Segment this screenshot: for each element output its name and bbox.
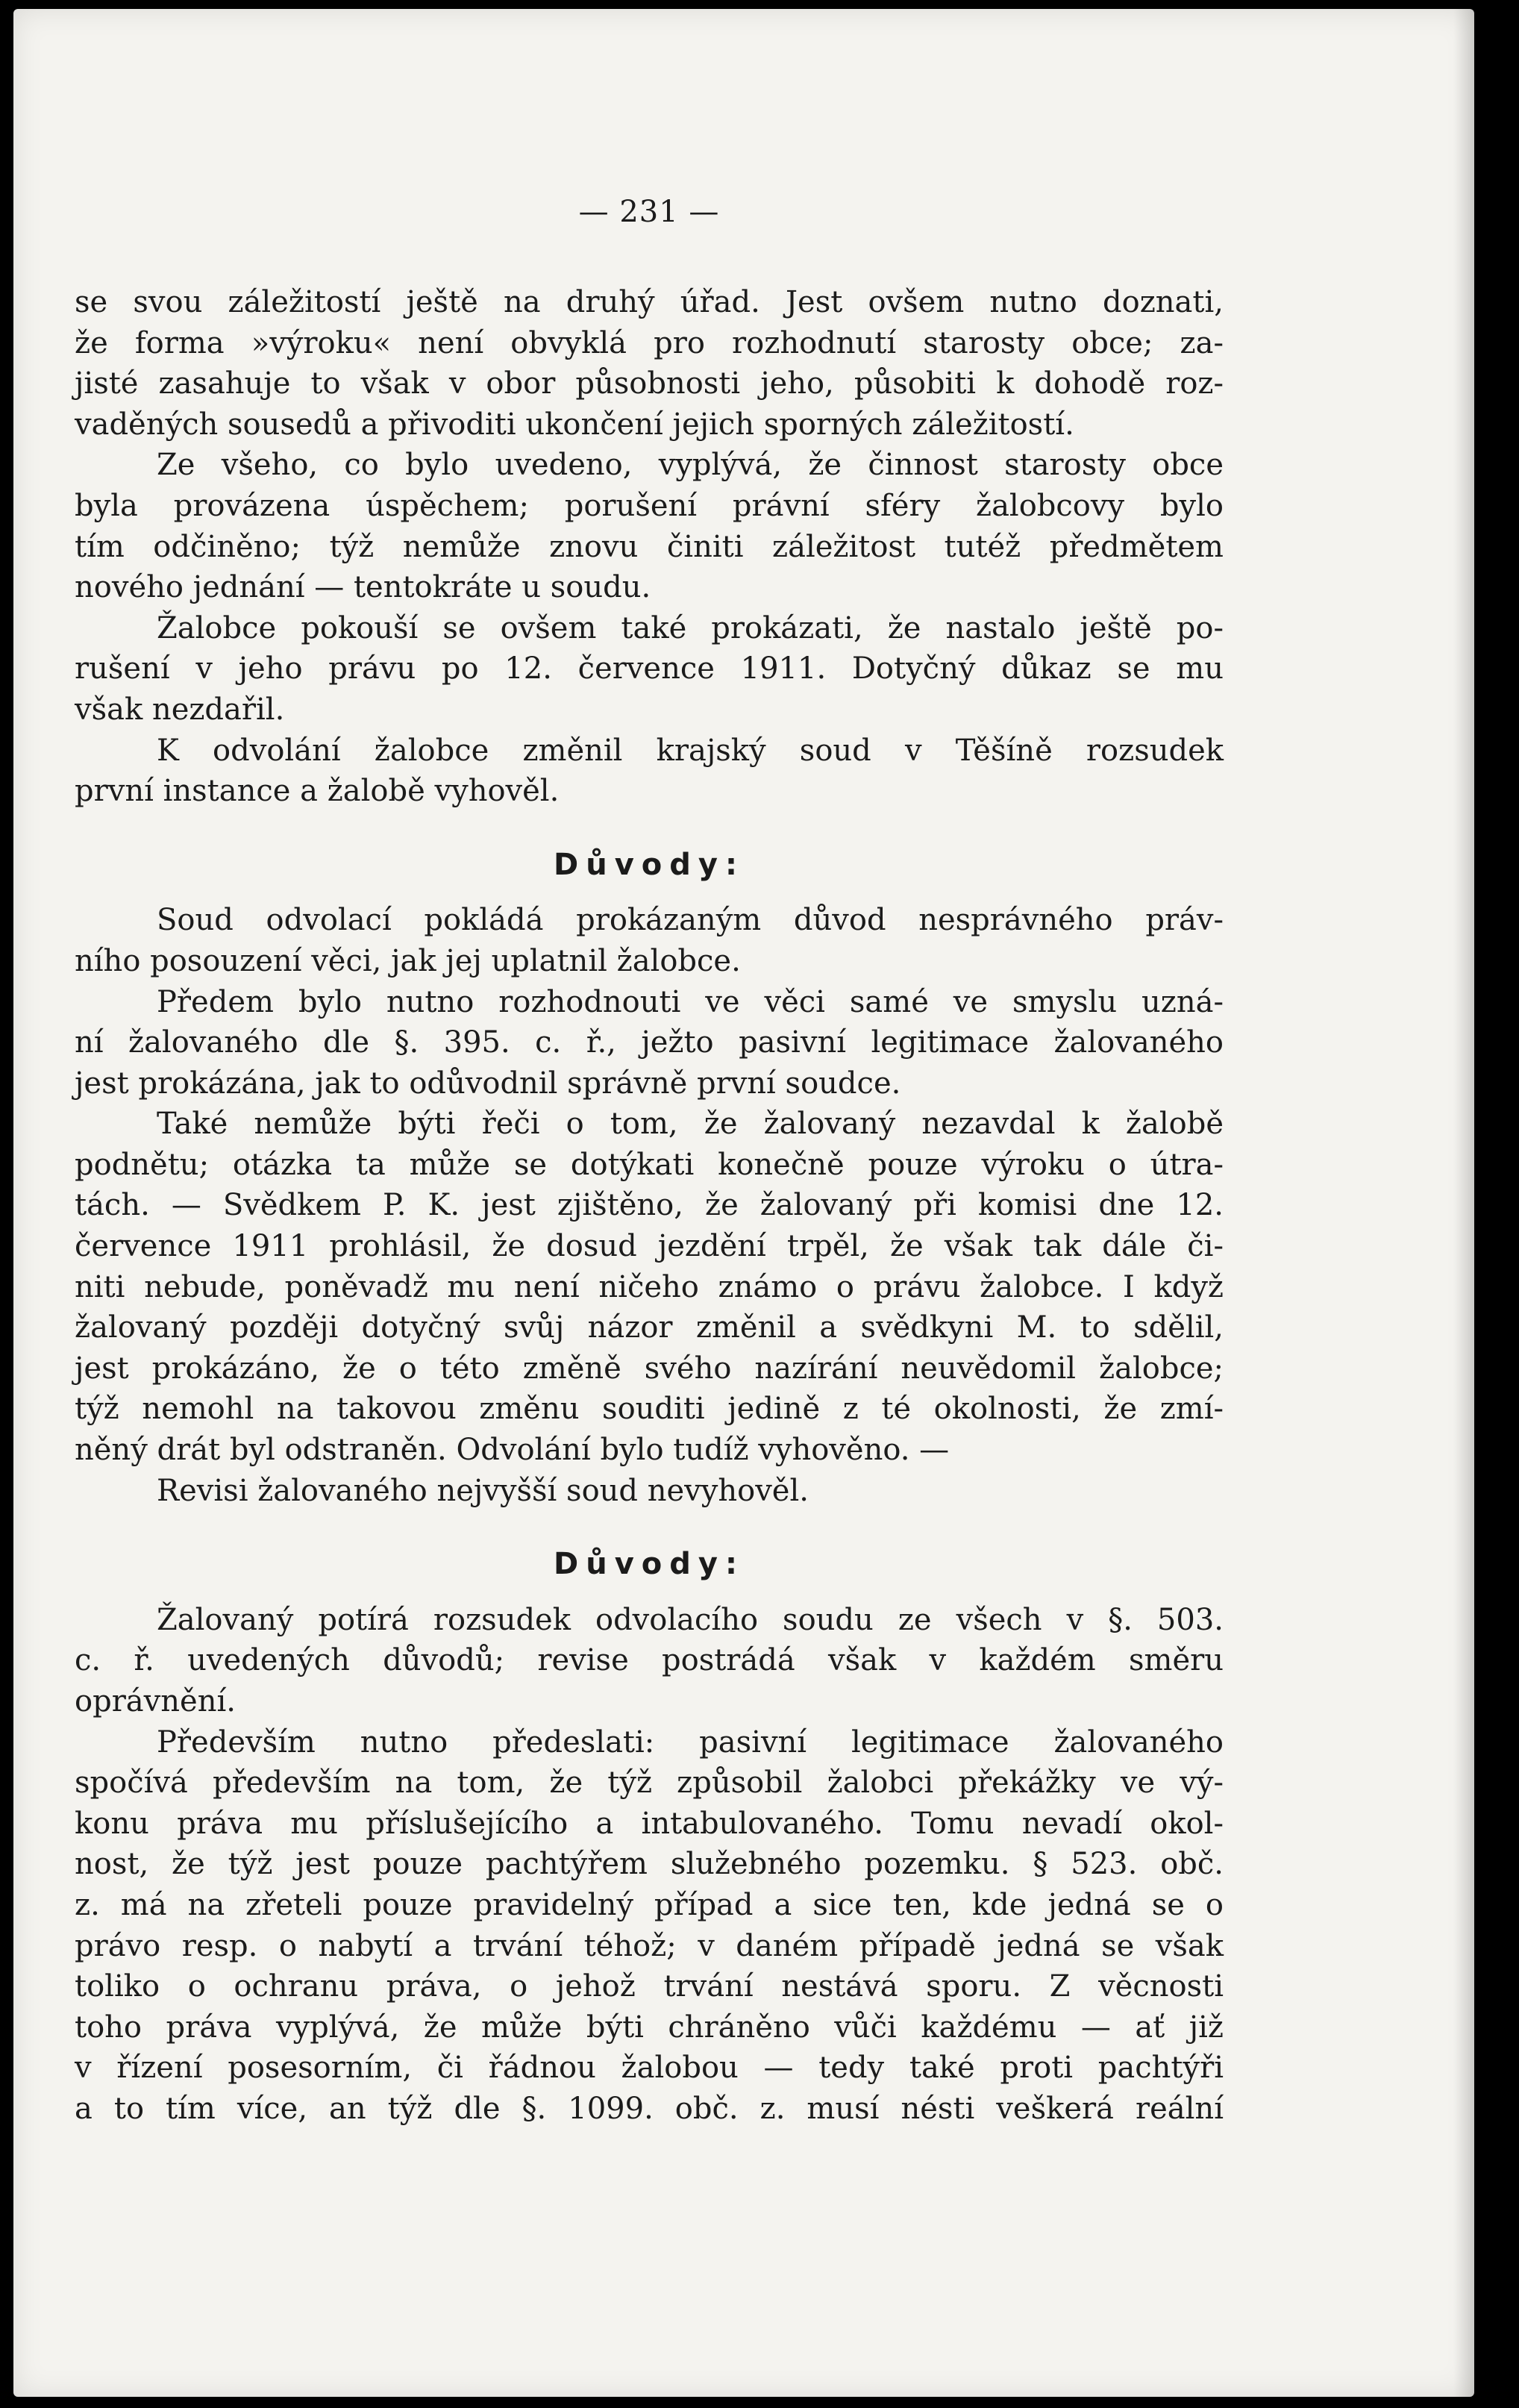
page-content bbox=[75, 188, 1224, 2130]
page-edge-shadow bbox=[1453, 9, 1474, 2397]
text-line: se svou záležitostí ještě na druhý úřad. Jest ovšem nutno doznati, bbox=[75, 285, 1224, 319]
text-line: Předem bylo nutno rozhodnouti ve věci samé ve smyslu uzná- bbox=[157, 984, 1224, 1019]
text-line: nového jednání — tentokráte u soudu. bbox=[75, 570, 651, 605]
text-line: nost, že týž jest pouze pachtýřem služebného pozemku. § 523. obč. bbox=[75, 1847, 1224, 1882]
text-line: tím odčiněno; týž nemůže znovu činiti záležitost tutéž předmětem bbox=[75, 529, 1224, 564]
text-line: Především nutno předeslati: pasivní legitimace žalovaného bbox=[157, 1724, 1224, 1760]
text-line: Soud odvolací pokládá prokázaným důvod nesprávného práv- bbox=[157, 903, 1224, 938]
text-line: byla provázena úspěchem; porušení právní sféry žalobcovy bylo bbox=[75, 488, 1224, 523]
text-line: a to tím více, an týž dle §. 1099. obč. z. musí nésti veškerá reální bbox=[75, 2091, 1224, 2126]
section-heading: Důvody: bbox=[554, 847, 745, 882]
text-line: Žalovaný potírá rozsudek odvolacího soudu ze všech v §. 503. bbox=[157, 1602, 1224, 1637]
text-line: jest prokázána, jak to odůvodnil správně první soudce. bbox=[75, 1066, 901, 1101]
text-line: spočívá především na tom, že týž způsobil žalobci překážky ve vý- bbox=[75, 1766, 1224, 1801]
book-page bbox=[13, 9, 1474, 2397]
text-line: tách. — Svědkem P. K. jest zjištěno, že žalovaný při komisi dne 12. bbox=[75, 1188, 1224, 1223]
text-line: z. má na zřeteli pouze pravidelný případ a sice ten, kde jedná se o bbox=[75, 1887, 1224, 1922]
text-line: c. ř. uvedených důvodů; revise postrádá však v každém směru bbox=[75, 1643, 1224, 1678]
text-line: oprávnění. bbox=[75, 1684, 236, 1719]
text-line: právo resp. o nabytí a trvání téhož; v daném případě jedná se však bbox=[75, 1928, 1224, 1963]
text-line: první instance a žalobě vyhověl. bbox=[75, 774, 560, 809]
text-line: podnětu; otázka ta může se dotýkati konečně pouze výroku o útra- bbox=[75, 1147, 1224, 1182]
text-line: Revisi žalovaného nejvyšší soud nevyhověl. bbox=[157, 1473, 809, 1508]
text-line: K odvolání žalobce změnil krajský soud v Těšíně rozsudek bbox=[157, 733, 1224, 768]
text-line: toho práva vyplývá, že může býti chráněno vůči každému — ať již bbox=[75, 2010, 1224, 2045]
text-line: července 1911 prohlásil, že dosud jezdění trpěl, že však tak dále či- bbox=[75, 1229, 1224, 1264]
text-line: Ze všeho, co bylo uvedeno, vyplývá, že činnost starosty obce bbox=[157, 448, 1224, 483]
text-line: v řízení posesorním, či řádnou žalobou — tedy také proti pachtýři bbox=[75, 2051, 1224, 2086]
text-line: žalovaný později dotyčný svůj názor změnil a svědkyni M. to sdělil, bbox=[75, 1310, 1224, 1345]
text-line: toliko o ochranu práva, o jehož trvání nestává sporu. Z věcnosti bbox=[75, 1969, 1224, 2004]
text-line: Také nemůže býti řeči o tom, že žalovaný nezavdal k žalobě bbox=[157, 1107, 1224, 1142]
text-line: ní žalovaného dle §. 395. c. ř., ježto pasivní legitimace žalovaného bbox=[75, 1025, 1224, 1060]
text-line: že forma »výroku« není obvyklá pro rozhodnutí starosty obce; za- bbox=[75, 325, 1224, 360]
text-line: týž nemohl na takovou změnu souditi jedině z té okolnosti, že zmí- bbox=[75, 1392, 1224, 1427]
text-line: něný drát byl odstraněn. Odvolání bylo tudíž vyhověno. — bbox=[75, 1433, 950, 1468]
text-line: ního posouzení věci, jak jej uplatnil žalobce. bbox=[75, 943, 741, 978]
text-line: jisté zasahuje to však v obor působnosti jeho, působiti k dohodě roz- bbox=[75, 366, 1224, 401]
page-number: — 231 — bbox=[578, 195, 720, 229]
text-line: však nezdařil. bbox=[75, 692, 285, 727]
text-line: rušení v jeho právu po 12. července 1911. Dotyčný důkaz se mu bbox=[75, 651, 1224, 687]
text-line: konu práva mu příslušejícího a intabulovaného. Tomu nevadí okol- bbox=[75, 1806, 1224, 1841]
text-line: vaděných sousedů a přivoditi ukončení jejich sporných záležitostí. bbox=[75, 407, 1074, 442]
section-heading: Důvody: bbox=[554, 1547, 745, 1582]
text-line: jest prokázáno, že o této změně svého nazírání neuvědomil žalobce; bbox=[75, 1351, 1224, 1386]
text-line: niti nebude, poněvadž mu není ničeho známo o právu žalobce. I když bbox=[75, 1269, 1224, 1304]
text-line: Žalobce pokouší se ovšem také prokázati, že nastalo ještě po- bbox=[157, 610, 1224, 645]
